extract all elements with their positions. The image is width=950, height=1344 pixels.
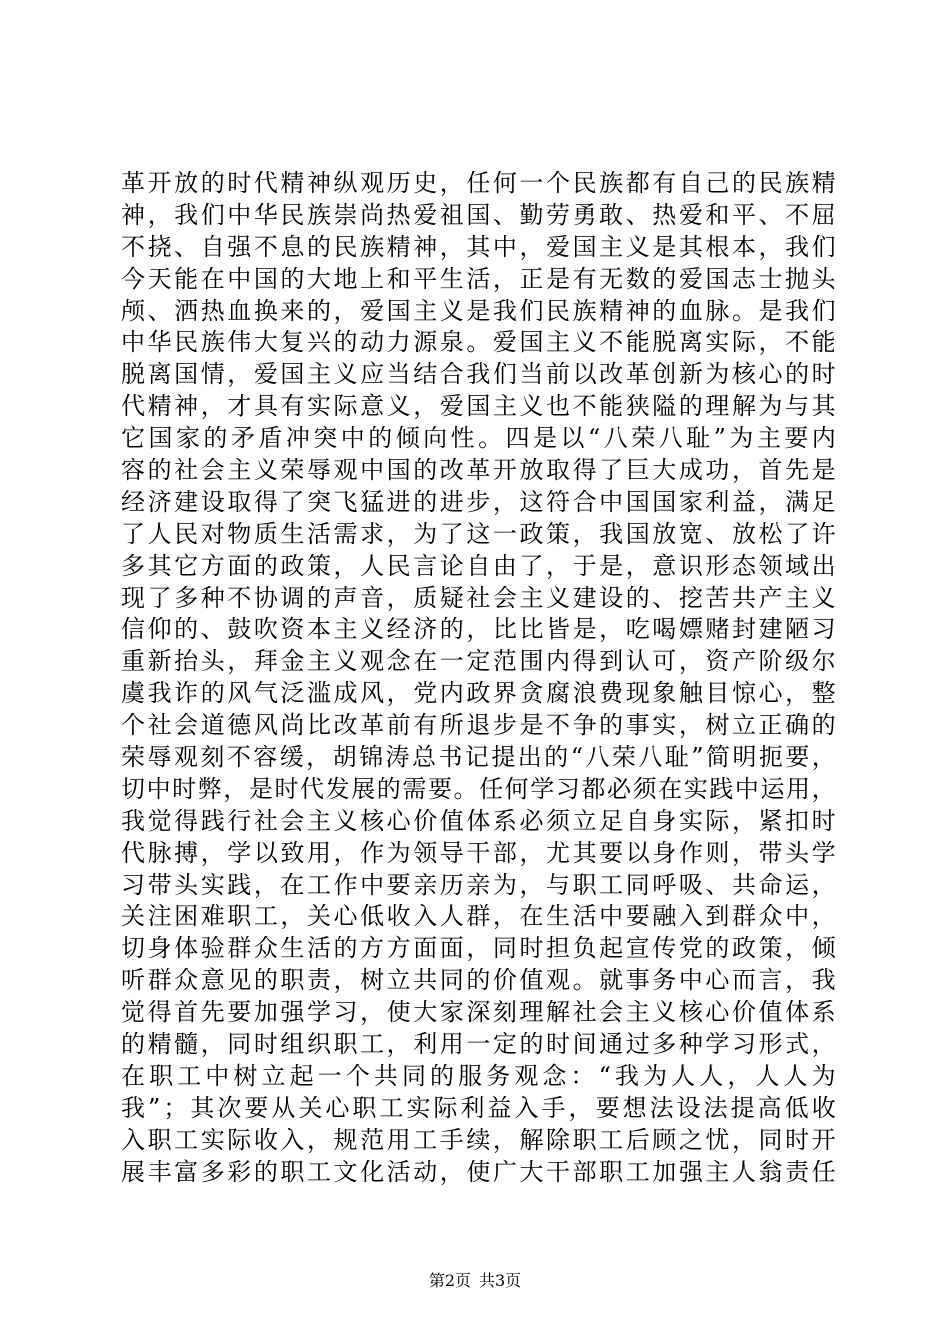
text-line: 虞 我 诈 的 风 气 泛 滥 成 风 ， 党 内 政 界 贪 腐 浪 费 现 象 触 目 惊 心 ， 整 [121,679,836,708]
text-line: 不 挠 、 自 强 不 息 的 民 族 精 神 ， 其 中 ， 爱 国 主 义 是 其 根 本 ， 我 们 [121,232,836,261]
text-line: 代 精 神 ， 才 具 有 实 际 意 义 ， 爱 国 主 义 也 不 能 狭 隘 的 理 解 为 与 其 [121,392,836,421]
text-line: 多 其 它 方 面 的 政 策 ， 人 民 言 论 自 由 了 ， 于 是 ， 意 识 形 态 领 域 出 [121,551,836,580]
text-line: 经 济 建 设 取 得 了 突 飞 猛 进 的 进 步 ， 这 符 合 中 国 国 家 利 益 ， 满 足 [121,487,836,516]
text-line: 现 了 多 种 不 协 调 的 声 音 ， 质 疑 社 会 主 义 建 设 的 、 挖 苦 共 产 主 义 [121,583,836,612]
text-line: 信 仰 的 、 鼓 吹 资 本 主 义 经 济 的 ， 比 比 皆 是 ， 吃 喝 嫖 赌 封 建 陋 习 [121,615,836,644]
text-line: 切 身 体 验 群 众 生 活 的 方 方 面 面 ， 同 时 担 负 起 宣 传 党 的 政 策 ， 倾 [121,934,836,963]
text-line: 我 觉 得 践 行 社 会 主 义 核 心 价 值 体 系 必 须 立 足 自 身 实 际 ， 紧 扣 时 [121,806,836,835]
text-line: 荣 辱 观 刻 不 容 缓 ， 胡 锦 涛 总 书 记 提 出 的 “ 八 荣 八 耻 ” 简 明 扼 要 ， [121,743,836,772]
text-line: 关 注 困 难 职 工 ， 关 心 低 收 入 人 群 ， 在 生 活 中 要 融 入 到 群 众 中 ， [121,902,836,931]
text-line: 觉 得 首 先 要 加 强 学 习 ， 使 大 家 深 刻 理 解 社 会 主 义 核 心 价 值 体 系 [121,998,836,1027]
text-line: 的 精 髓 ， 同 时 组 织 职 工 ， 利 用 一 定 的 时 间 通 过 多 种 学 习 形 式 ， [121,1030,836,1059]
page-number: 第2页 [428,1271,471,1290]
text-line: 在 职 工 中 树 立 起 一 个 共 同 的 服 务 观 念 ： “ 我 为 人 人 ， 人 人 为 [121,1061,836,1090]
text-line: 脱 离 国 情 ， 爱 国 主 义 应 当 结 合 我 们 当 前 以 改 革 创 新 为 核 心 的 时 [121,360,836,389]
text-line: 入 职 工 实 际 收 入 ， 规 范 用 工 手 续 ， 解 除 职 工 后 顾 之 忧 ， 同 时 开 [121,1125,836,1154]
page-footer [0,1270,950,1292]
body-text [121,168,836,1189]
text-line: 容 的 社 会 主 义 荣 辱 观 中 国 的 改 革 开 放 取 得 了 巨 大 成 功 ， 首 先 是 [121,456,836,485]
page-total: 共3页 [479,1271,522,1290]
text-line: 神 ， 我 们 中 华 民 族 崇 尚 热 爱 祖 国 、 勤 劳 勇 敢 、 热 爱 和 平 、 不 屈 [121,200,836,229]
text-line: 个 社 会 道 德 风 尚 比 改 革 前 有 所 退 步 是 不 争 的 事 实 ， 树 立 正 确 的 [121,711,836,740]
text-line: 中 华 民 族 伟 大 复 兴 的 动 力 源 泉 。 爱 国 主 义 不 能 脱 离 实 际 ， 不 能 [121,328,836,357]
text-line: 它 国 家 的 矛 盾 冲 突 中 的 倾 向 性 。 四 是 以 “ 八 荣 八 耻 ” 为 主 要 内 [121,424,836,453]
text-line: 革 开 放 的 时 代 精 神 纵 观 历 史 ， 任 何 一 个 民 族 都 有 自 己 的 民 族 精 [121,169,836,197]
text-line: 代 脉 搏 ， 学 以 致 用 ， 作 为 领 导 干 部 ， 尤 其 要 以 身 作 则 ， 带 头 学 [121,838,836,867]
text-line: 习 带 头 实 践 ， 在 工 作 中 要 亲 历 亲 为 ， 与 职 工 同 呼 吸 、 共 命 运 ， [121,870,836,899]
text-line: 我 ” ； 其 次 要 从 关 心 职 工 实 际 利 益 入 手 ， 要 想 法 设 法 提 高 低 收 [121,1093,836,1122]
text-line: 重 新 抬 头 ， 拜 金 主 义 观 念 在 一 定 范 围 内 得 到 认 可 ， 资 产 阶 级 尔 [121,647,836,676]
text-line: 颅 、 洒 热 血 换 来 的 ， 爱 国 主 义 是 我 们 民 族 精 神 的 血 脉 。 是 我 们 [121,296,836,325]
text-line: 今 天 能 在 中 国 的 大 地 上 和 平 生 活 ， 正 是 有 无 数 的 爱 国 志 士 抛 头 [121,264,836,293]
text-line: 展 丰 富 多 彩 的 职 工 文 化 活 动 ， 使 广 大 干 部 职 工 加 强 主 人 翁 责 任 [121,1157,836,1186]
text-line: 切 中 时 弊 ， 是 时 代 发 展 的 需 要 。 任 何 学 习 都 必 须 在 实 践 中 运 用 ， [121,774,836,803]
text-line: 听 群 众 意 见 的 职 责 ， 树 立 共 同 的 价 值 观 。 就 事 务 中 心 而 言 ， 我 [121,966,836,995]
text-line: 了 人 民 对 物 质 生 活 需 求 ， 为 了 这 一 政 策 ， 我 国 放 宽 、 放 松 了 许 [121,519,836,548]
